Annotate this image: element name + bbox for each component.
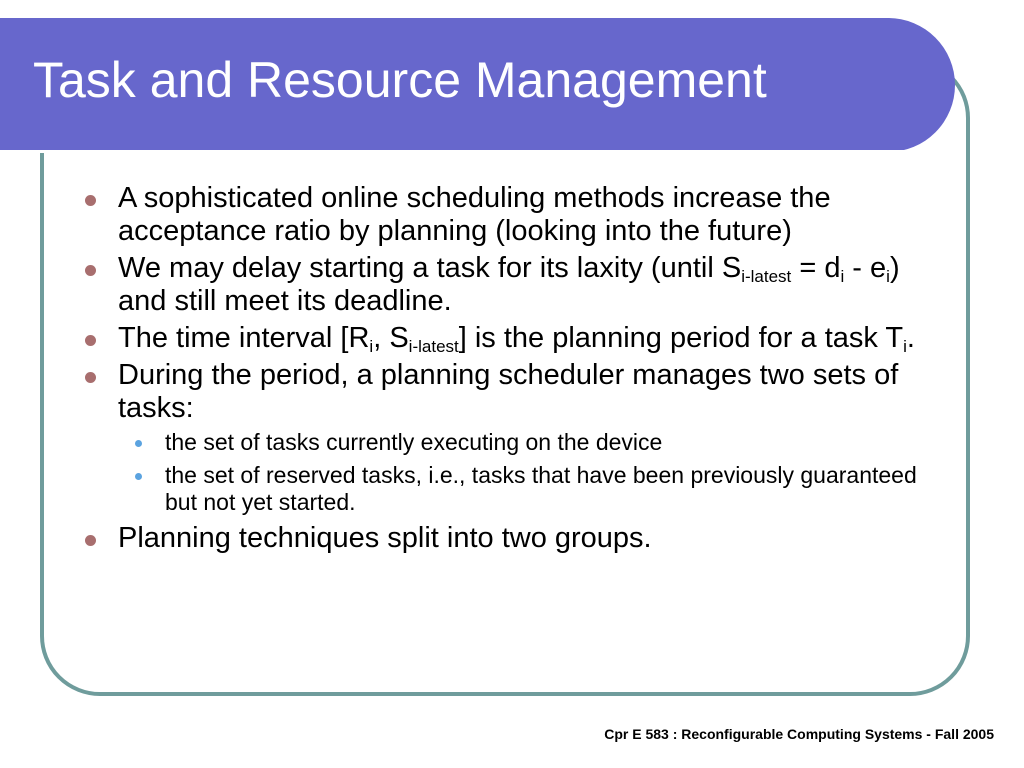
bullet-text-part: ] is the planning period for a task T [458,322,904,354]
subscript: i [886,267,890,286]
bullet-item-planning-techniques [78,522,948,555]
bullet-text: Planning techniques split into two groups. [118,522,652,554]
bullet-item-online-scheduling [78,182,948,248]
title-underline [0,150,905,153]
bullet-list [78,182,948,559]
subscript: i-latest [408,337,459,356]
bullet-text-part: We may delay starting a task for its laxity (until S [118,252,742,284]
subscript: i [369,337,374,356]
sub-bullet-item-executing-tasks: the set of tasks currently executing on the device [118,429,948,456]
bullet-text-part: , S [373,322,409,354]
bullet-text: During the period, a planning scheduler manages two sets of tasks: [118,359,899,424]
bullet-text: A sophisticated online scheduling methods increase the acceptance ratio by planning (looking into the future) [118,182,831,247]
subscript: i [903,337,907,356]
bullet-text-part: = d [791,252,841,284]
bullet-item-planning-scheduler [78,359,948,516]
footer-text: Cpr E 583 : Reconfigurable Computing Systems - Fall 2005 [604,726,994,742]
sub-bullet-item-reserved-tasks: the set of reserved tasks, i.e., tasks that have been previously guaranteed but not yet started. [118,462,948,516]
bullet-text-part: ) and still meet its deadline. [118,252,900,317]
sub-bullet-list [118,429,948,516]
slide-title: Task and Resource Management [33,52,767,108]
subscript: i-latest [741,267,792,286]
bullet-item-planning-period [78,322,948,355]
subscript: i [840,267,845,286]
bullet-item-laxity-delay [78,252,948,318]
bullet-text-part: The time interval [R [118,322,370,354]
bullet-text-part: . [906,322,915,354]
bullet-text-part: - e [844,252,887,284]
